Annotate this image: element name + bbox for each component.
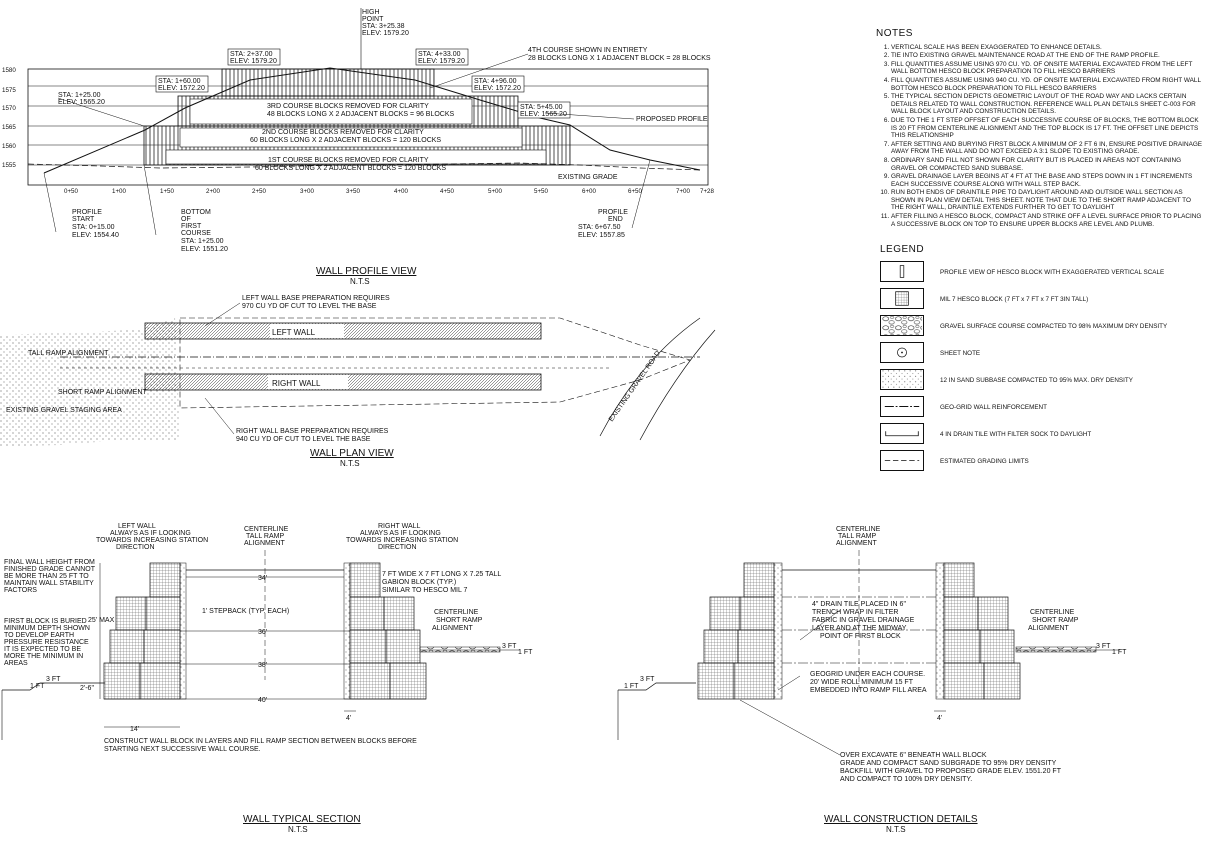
svg-text:CENTERLINE: CENTERLINE xyxy=(836,526,881,533)
svg-text:ALWAYS AS IF LOOKING: ALWAYS AS IF LOOKING xyxy=(360,530,441,537)
svg-text:940 CU YD OF CUT TO LEVEL THE: 940 CU YD OF CUT TO LEVEL THE BASE xyxy=(236,436,371,443)
svg-text:20' WIDE ROLL MINIMUM 15 FT: 20' WIDE ROLL MINIMUM 15 FT xyxy=(810,679,913,686)
x-tick: 6+50 xyxy=(628,188,642,195)
svg-text:PROFILE: PROFILE xyxy=(72,209,102,216)
svg-text:STA: 1+25.00: STA: 1+25.00 xyxy=(58,92,101,99)
notes-title: NOTES xyxy=(876,28,913,39)
legend-label: 12 IN SAND SUBBASE COMPACTED TO 95% MAX. DRY DENSITY xyxy=(940,377,1133,384)
svg-text:FABRIC IN GRAVEL DRAINAGE: FABRIC IN GRAVEL DRAINAGE xyxy=(812,617,915,624)
y-tick: 1560 xyxy=(2,143,16,150)
legend-label: SHEET NOTE xyxy=(940,350,981,357)
geogrid-icon xyxy=(880,396,924,417)
svg-text:OF: OF xyxy=(181,216,191,223)
svg-text:RIGHT WALL: RIGHT WALL xyxy=(378,523,421,530)
svg-text:START: START xyxy=(72,216,95,223)
svg-text:STA: 1+25.00: STA: 1+25.00 xyxy=(181,238,224,245)
note-item: 1. VERTICAL SCALE HAS BEEN EXAGGERATED TO ENHANCE DETAILS. xyxy=(891,44,1203,52)
legend-item xyxy=(880,450,1200,477)
svg-text:BE MORE THAN 25 FT TO: BE MORE THAN 25 FT TO xyxy=(4,573,89,580)
svg-text:TOWARDS INCREASING STATION: TOWARDS INCREASING STATION xyxy=(346,537,459,544)
svg-text:STA: 0+15.00: STA: 0+15.00 xyxy=(72,224,115,231)
profile-end-label xyxy=(578,160,650,239)
x-tick: 4+00 xyxy=(394,188,408,195)
legend-label: ESTIMATED GRADING LIMITS xyxy=(940,458,1029,465)
svg-text:TRENCH WRAP IN FILTER: TRENCH WRAP IN FILTER xyxy=(812,609,899,616)
svg-text:LEFT WALL BASE PREPARATION REQ: LEFT WALL BASE PREPARATION REQUIRES xyxy=(242,295,390,302)
svg-text:COURSE: COURSE xyxy=(181,230,211,237)
hesco-profile-icon xyxy=(880,261,924,282)
x-tick: 5+50 xyxy=(534,188,548,195)
svg-text:ALIGNMENT: ALIGNMENT xyxy=(432,625,473,632)
right-wall-label: RIGHT WALL xyxy=(272,379,321,388)
svg-text:ALIGNMENT: ALIGNMENT xyxy=(836,540,877,547)
svg-text:ALIGNMENT: ALIGNMENT xyxy=(244,540,285,547)
legend-label: GEO-GRID WALL REINFORCEMENT xyxy=(940,404,1047,411)
left-wall-label: LEFT WALL xyxy=(272,328,316,337)
svg-text:CENTERLINE: CENTERLINE xyxy=(434,609,479,616)
high-point-label xyxy=(361,8,409,69)
wall-construction-details xyxy=(618,526,1127,834)
svg-text:LEFT WALL: LEFT WALL xyxy=(118,523,156,530)
profile-y-ticks xyxy=(2,67,16,169)
legend-item xyxy=(880,288,1200,315)
construction-left-blocks xyxy=(698,563,774,699)
svg-text:DIRECTION: DIRECTION xyxy=(116,544,155,551)
wall-typical-section xyxy=(2,523,533,834)
x-tick: 1+00 xyxy=(112,188,126,195)
profile-x-ticks xyxy=(64,188,714,195)
svg-text:LAYER AND AT THE MIDWAY: LAYER AND AT THE MIDWAY xyxy=(812,625,907,632)
wall-plan-view xyxy=(0,295,715,468)
x-tick: 6+00 xyxy=(582,188,596,195)
svg-text:ELEV: 1565.20: ELEV: 1565.20 xyxy=(520,111,567,118)
svg-text:AREAS: AREAS xyxy=(4,660,28,667)
hesco-block-icon xyxy=(880,288,924,309)
note-item: 6. DUE TO THE 1 FT STEP OFFSET OF EACH SUCCESSIVE COURSE OF BLOCKS, THE BOTTOM BLOCK IS 20 FT FROM CENTERLINE ALIGNMENT AND THE TOP BLOCK IS 17 FT. THE OFFSET LINE DEPICTS THIS RELATIONSHIP xyxy=(891,117,1203,140)
x-tick: 3+00 xyxy=(300,188,314,195)
x-tick: 2+00 xyxy=(206,188,220,195)
svg-text:TOWARDS INCREASING STATION: TOWARDS INCREASING STATION xyxy=(96,537,209,544)
x-tick: 7+00 xyxy=(676,188,690,195)
plan-title: WALL PLAN VIEW xyxy=(310,448,394,459)
svg-text:1 FT: 1 FT xyxy=(1112,649,1127,656)
svg-text:ELEV: 1572.20: ELEV: 1572.20 xyxy=(158,85,205,92)
svg-text:PRESSURE RESISTANCE: PRESSURE RESISTANCE xyxy=(4,639,89,646)
note-item: 11. AFTER FILLING A HESCO BLOCK, COMPACT AND STRIKE OFF A LEVEL SURFACE PRIOR TO PLACING A SUCCESSIVE BLOCK ON TOP TO ENSURE UPPER BLOCKS ARE LEVEL AND PLUMB. xyxy=(891,213,1203,228)
svg-text:AND COMPACT TO 100% DRY DENSIT: AND COMPACT TO 100% DRY DENSITY. xyxy=(840,776,973,783)
svg-text:DIRECTION: DIRECTION xyxy=(378,544,417,551)
svg-text:ELEV: 1579.20: ELEV: 1579.20 xyxy=(362,30,409,37)
gravel-icon xyxy=(880,315,924,336)
legend-item xyxy=(880,423,1200,450)
svg-text:MORE THE MINIMUM IN: MORE THE MINIMUM IN xyxy=(4,653,84,660)
typical-dimensions xyxy=(30,575,533,733)
svg-text:ALWAYS AS IF LOOKING: ALWAYS AS IF LOOKING xyxy=(110,530,191,537)
svg-text:ELEV: 1554.40: ELEV: 1554.40 xyxy=(72,232,119,239)
profile-title: WALL PROFILE VIEW xyxy=(316,266,417,277)
svg-text:CENTERLINE: CENTERLINE xyxy=(244,526,289,533)
svg-text:25' MAX: 25' MAX xyxy=(88,617,115,624)
svg-text:TALL RAMP: TALL RAMP xyxy=(246,533,285,540)
bottom-of-first-course-label xyxy=(144,165,228,253)
left-wall-blocks xyxy=(104,563,180,699)
svg-text:GEOGRID UNDER EACH COURSE.: GEOGRID UNDER EACH COURSE. xyxy=(810,671,926,678)
svg-text:STA: 4+96.00: STA: 4+96.00 xyxy=(474,78,517,85)
svg-text:3RD COURSE BLOCKS REMOVED FOR: 3RD COURSE BLOCKS REMOVED FOR CLARITY xyxy=(267,103,429,110)
svg-text:1 FT: 1 FT xyxy=(624,683,639,690)
legend-item xyxy=(880,261,1200,288)
legend-item xyxy=(880,369,1200,396)
x-tick: 7+28 xyxy=(700,188,714,195)
svg-text:RIGHT WALL BASE PREPARATION RE: RIGHT WALL BASE PREPARATION REQUIRES xyxy=(236,428,389,435)
svg-text:4': 4' xyxy=(937,715,943,722)
svg-text:ELEV: 1579.20: ELEV: 1579.20 xyxy=(418,58,465,65)
svg-text:ELEV: 1572.20: ELEV: 1572.20 xyxy=(474,85,521,92)
x-tick: 1+50 xyxy=(160,188,174,195)
svg-text:TALL RAMP: TALL RAMP xyxy=(838,533,877,540)
svg-text:34': 34' xyxy=(258,575,268,582)
svg-text:SIMILAR TO HESCO MIL 7: SIMILAR TO HESCO MIL 7 xyxy=(382,587,468,594)
svg-text:2ND COURSE BLOCKS REMOVED FOR: 2ND COURSE BLOCKS REMOVED FOR CLARITY xyxy=(262,129,424,136)
y-tick: 1570 xyxy=(2,105,16,112)
svg-text:TALL RAMP ALIGNMENT: TALL RAMP ALIGNMENT xyxy=(28,350,109,357)
legend-item xyxy=(880,342,1200,369)
svg-text:SHORT RAMP ALIGNMENT: SHORT RAMP ALIGNMENT xyxy=(58,389,147,396)
svg-text:4" DRAIN TILE PLACED IN 6": 4" DRAIN TILE PLACED IN 6" xyxy=(812,601,906,608)
svg-text:FIRST BLOCK IS BURIED: FIRST BLOCK IS BURIED xyxy=(4,618,87,625)
svg-text:36': 36' xyxy=(258,629,268,636)
svg-text:STA: 3+25.38: STA: 3+25.38 xyxy=(362,23,405,30)
svg-text:EXISTING GRAVEL STAGING AREA: EXISTING GRAVEL STAGING AREA xyxy=(6,407,122,414)
legend-panel xyxy=(880,244,1200,477)
x-tick: 5+00 xyxy=(488,188,502,195)
construction-right-blocks xyxy=(944,563,1020,699)
svg-text:STA: 5+45.00: STA: 5+45.00 xyxy=(520,104,563,111)
svg-text:CENTERLINE: CENTERLINE xyxy=(1030,609,1075,616)
svg-text:ELEV: 1551.20: ELEV: 1551.20 xyxy=(181,246,228,253)
note-item: 4. FILL QUANTITIES ASSUME USING 940 CU. YD. OF ONSITE MATERIAL EXCAVATED FROM RIGHT WALL BOTTOM HESCO BLOCK PREPARATION TO FILL HESCO BARRIERS xyxy=(891,77,1203,92)
svg-text:4TH COURSE SHOWN IN ENTIRETY: 4TH COURSE SHOWN IN ENTIRETY xyxy=(528,47,648,54)
plan-scale: N.T.S xyxy=(340,459,360,468)
note-item: 10. RUN BOTH ENDS OF DRAINTILE PIPE TO DAYLIGHT AROUND AND OUTSIDE WALL SECTION AS SHOWN IN PLAN VIEW DETAIL THIS SHEET. NOTE THAT DUE TO THE SHORT RAMP ADJACENT TO THE RIGHT WALL, DRAINTILE EXTENDS FURTHER TO GET TO DAYLIGHT xyxy=(891,189,1203,212)
note-item: 2. TIE INTO EXISTING GRAVEL MAINTENANCE ROAD AT THE END OF THE RAMP PROFILE. xyxy=(891,52,1203,60)
legend-label: GRAVEL SURFACE COURSE COMPACTED TO 98% MAXIMUM DRY DENSITY xyxy=(940,323,1168,330)
svg-text:OVER EXCAVATE 6" BENEATH WALL: OVER EXCAVATE 6" BENEATH WALL BLOCK xyxy=(840,752,987,759)
svg-text:60 BLOCKS LONG X 2 ADJACENT BL: 60 BLOCKS LONG X 2 ADJACENT BLOCKS = 120 BLOCKS xyxy=(250,137,442,144)
svg-text:4': 4' xyxy=(346,715,352,722)
drain-tile-icon xyxy=(880,423,924,444)
note-item: 5. THE TYPICAL SECTION DEPICTS GEOMETRIC LAYOUT OF THE ROAD WAY AND LACKS CERTAIN DETAILS RELATED TO WALL CONSTRUCTION. REFERENCE WALL PLAN DETAILS SHEET C-003 FOR WALL BLOCK LAYOUT AND CONSTRUCTION DETAILS. xyxy=(891,93,1203,116)
svg-text:EXISTING GRADE: EXISTING GRADE xyxy=(558,174,618,181)
svg-text:BOTTOM: BOTTOM xyxy=(181,209,211,216)
gravel-road-label: EXISTING GRAVEL ROAD xyxy=(607,349,663,424)
y-tick: 1555 xyxy=(2,162,16,169)
svg-text:970 CU YD OF CUT TO LEVEL THE: 970 CU YD OF CUT TO LEVEL THE BASE xyxy=(242,303,377,310)
svg-text:GABION BLOCK (TYP.): GABION BLOCK (TYP.) xyxy=(382,579,457,586)
legend-label: PROFILE VIEW OF HESCO BLOCK WITH EXAGGERATED VERTICAL SCALE xyxy=(940,269,1165,276)
svg-text:ELEV: 1557.85: ELEV: 1557.85 xyxy=(578,232,625,239)
svg-text:ELEV: 1579.20: ELEV: 1579.20 xyxy=(230,58,277,65)
svg-text:POINT OF FIRST BLOCK: POINT OF FIRST BLOCK xyxy=(820,633,901,640)
legend-item xyxy=(880,396,1200,423)
svg-text:FACTORS: FACTORS xyxy=(4,587,37,594)
svg-text:IT IS EXPECTED TO BE: IT IS EXPECTED TO BE xyxy=(4,646,82,653)
x-tick: 0+50 xyxy=(64,188,78,195)
note-item: 7. AFTER SETTING AND BURYING FIRST BLOCK A MINIMUM OF 2 FT 6 IN, ENSURE POSITIVE DRAINAGE AWAY FROM THE WALL AND DO NOT EXCEED A 3:1 SLOPE TO EXISTING GRADE. xyxy=(891,141,1203,156)
svg-text:ELEV: 1565.20: ELEV: 1565.20 xyxy=(58,99,105,106)
svg-text:2'-6": 2'-6" xyxy=(80,685,94,692)
note-item: 8. ORDINARY SAND FILL NOT SHOWN FOR CLARITY BUT IS PLACED IN AREAS NOT CONTAINING GRAVEL OR COMPACTED SAND SUBBASE. xyxy=(891,157,1203,172)
svg-text:MAINTAIN WALL STABILITY: MAINTAIN WALL STABILITY xyxy=(4,580,94,587)
legend-label: MIL 7 HESCO BLOCK (7 FT x 7 FT x 7 FT 3IN TALL) xyxy=(940,296,1089,303)
svg-text:40': 40' xyxy=(258,697,268,704)
svg-text:MINIMUM DEPTH SHOWN: MINIMUM DEPTH SHOWN xyxy=(4,625,90,632)
svg-text:48 BLOCKS LONG X 2 ADJACENT BL: 48 BLOCKS LONG X 2 ADJACENT BLOCKS = 96 BLOCKS xyxy=(267,111,455,118)
typical-callouts xyxy=(4,523,501,753)
x-tick: 3+50 xyxy=(346,188,360,195)
svg-text:PROPOSED PROFILE: PROPOSED PROFILE xyxy=(636,116,708,123)
svg-text:STA: 4+33.00: STA: 4+33.00 xyxy=(418,51,461,58)
svg-text:FIRST: FIRST xyxy=(181,223,202,230)
note-item: 3. FILL QUANTITIES ASSUME USING 970 CU. YD. OF ONSITE MATERIAL EXCAVATED FROM THE LEFT WALL BOTTOM HESCO BLOCK PREPARATION TO FILL HESCO BARRIERS xyxy=(891,61,1203,76)
svg-text:ALIGNMENT: ALIGNMENT xyxy=(1028,625,1069,632)
svg-text:STARTING NEXT SUCCESSIVE WALL: STARTING NEXT SUCCESSIVE WALL COURSE. xyxy=(104,746,261,753)
svg-text:FINISHED GRADE CANNOT: FINISHED GRADE CANNOT xyxy=(4,566,96,573)
svg-text:STA: 6+67.50: STA: 6+67.50 xyxy=(578,224,621,231)
construction-title: WALL CONSTRUCTION DETAILS xyxy=(824,814,978,825)
svg-text:3 FT: 3 FT xyxy=(502,643,517,650)
svg-text:60 BLOCKS LONG X 2 ADJACENT BL: 60 BLOCKS LONG X 2 ADJACENT BLOCKS = 120 BLOCKS xyxy=(255,165,447,172)
construction-scale: N.T.S xyxy=(886,825,906,834)
y-tick: 1580 xyxy=(2,67,16,74)
svg-text:STA: 2+37.00: STA: 2+37.00 xyxy=(230,51,273,58)
svg-text:1' STEPBACK (TYP. EACH): 1' STEPBACK (TYP. EACH) xyxy=(202,608,290,615)
note-item: 9. GRAVEL DRAINAGE LAYER BEGINS AT 4 FT AT THE BASE AND STEPS DOWN IN 1 FT INCREMENTS EACH SUCCESSIVE COURSE ALONG WITH WALL STEP BACK. xyxy=(891,173,1203,188)
svg-text:28 BLOCKS LONG X 1 ADJACENT BL: 28 BLOCKS LONG X 1 ADJACENT BLOCK = 28 BLOCKS xyxy=(528,55,711,62)
svg-text:BACKFILL WITH GRAVEL TO PROPOS: BACKFILL WITH GRAVEL TO PROPOSED GRADE ELEV. 1551.20 FT xyxy=(840,768,1061,775)
svg-text:SHORT RAMP: SHORT RAMP xyxy=(436,617,483,624)
svg-text:38': 38' xyxy=(258,662,268,669)
y-tick: 1575 xyxy=(2,87,16,94)
notes-panel xyxy=(873,30,1203,229)
grading-limits-icon xyxy=(880,450,924,471)
svg-text:FINAL WALL HEIGHT FROM: FINAL WALL HEIGHT FROM xyxy=(4,559,95,566)
svg-text:3 FT: 3 FT xyxy=(640,676,655,683)
svg-text:3 FT: 3 FT xyxy=(1096,643,1111,650)
svg-text:HIGH: HIGH xyxy=(362,9,380,16)
legend-title: LEGEND xyxy=(880,244,925,255)
typical-title: WALL TYPICAL SECTION xyxy=(243,814,361,825)
svg-text:GRADE AND COMPACT SAND SUBGRAD: GRADE AND COMPACT SAND SUBGRADE TO 95% DRY DENSITY xyxy=(840,760,1057,767)
svg-text:7 FT WIDE X 7 FT LONG X 7.25 T: 7 FT WIDE X 7 FT LONG X 7.25 TALL xyxy=(382,571,502,578)
svg-text:CONSTRUCT WALL BLOCK IN LAYERS: CONSTRUCT WALL BLOCK IN LAYERS AND FILL RAMP SECTION BETWEEN BLOCKS BEFORE xyxy=(104,738,417,745)
legend-item xyxy=(880,315,1200,342)
legend-label: 4 IN DRAIN TILE WITH FILTER SOCK TO DAYLIGHT xyxy=(940,431,1092,438)
svg-text:14': 14' xyxy=(130,726,140,733)
svg-text:STA: 1+60.00: STA: 1+60.00 xyxy=(158,78,201,85)
x-tick: 2+50 xyxy=(252,188,266,195)
profile-start-label xyxy=(44,173,119,239)
x-tick: 4+50 xyxy=(440,188,454,195)
svg-text:END: END xyxy=(608,216,623,223)
construction-callouts xyxy=(624,526,1127,783)
svg-text:3 FT: 3 FT xyxy=(46,676,61,683)
svg-text:1 FT: 1 FT xyxy=(518,649,533,656)
svg-text:1ST COURSE BLOCKS REMOVED FOR: 1ST COURSE BLOCKS REMOVED FOR CLARITY xyxy=(268,157,429,164)
notes-list xyxy=(873,44,1203,229)
svg-text:PROFILE: PROFILE xyxy=(598,209,628,216)
typical-scale: N.T.S xyxy=(288,825,308,834)
svg-text:POINT: POINT xyxy=(362,16,384,23)
sheet-note-icon xyxy=(880,342,924,363)
wall-profile-view xyxy=(2,8,714,286)
sand-icon xyxy=(880,369,924,390)
svg-text:TO DEVELOP EARTH: TO DEVELOP EARTH xyxy=(4,632,75,639)
svg-text:1 FT: 1 FT xyxy=(30,683,45,690)
profile-scale: N.T.S xyxy=(350,277,370,286)
svg-text:SHORT RAMP: SHORT RAMP xyxy=(1032,617,1079,624)
y-tick: 1565 xyxy=(2,124,16,131)
svg-text:EMBEDDED INTO RAMP FILL AREA: EMBEDDED INTO RAMP FILL AREA xyxy=(810,687,927,694)
